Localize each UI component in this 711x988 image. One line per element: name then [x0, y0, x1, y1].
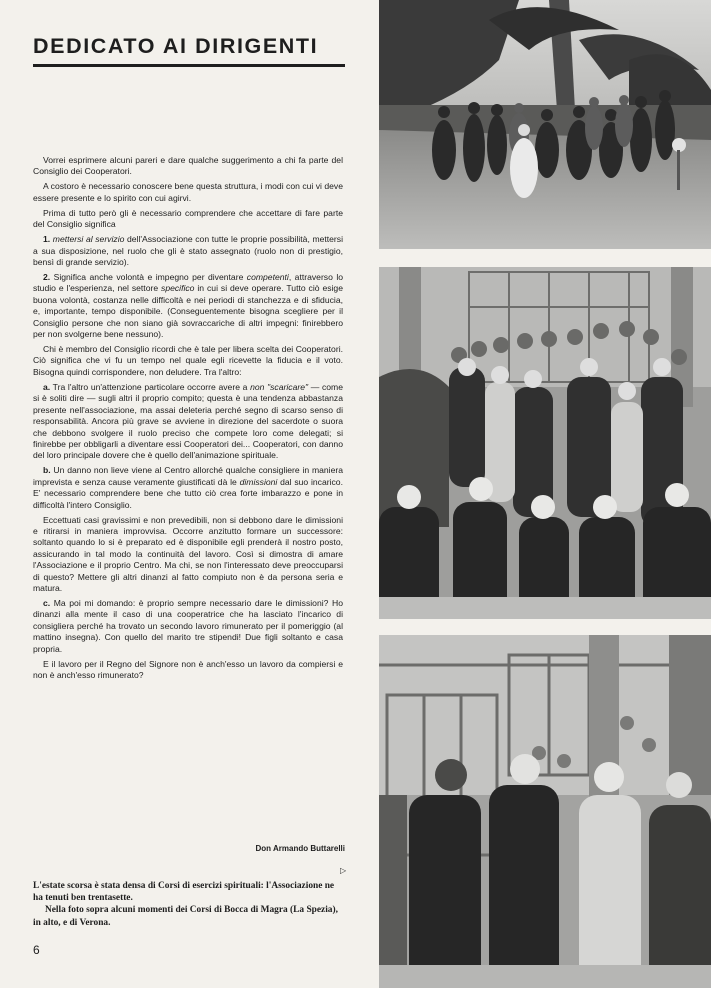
- item-text: Significa anche volontà e impegno per diventare: [50, 272, 247, 283]
- emphasis: mettersi al servizio: [52, 234, 125, 245]
- list-item: [33, 598, 343, 655]
- title-underline: [33, 64, 345, 67]
- group-photo-building: [379, 267, 711, 619]
- article-body: [33, 155, 343, 685]
- paragraph: A costoro è necessario conoscere bene questa struttura, i modi con cui vi deve essere presente e lo spirito con cui agirvi.: [33, 181, 343, 203]
- caption-line: L'estate scorsa è stata densa di Corsi di esercizi spirituali: l'Associazione ne ha tenuti ben trentasette.: [33, 881, 335, 904]
- group-photo-outdoor: [379, 0, 711, 249]
- group-photo-entrance: [379, 635, 711, 988]
- item-text: dal suo incarico. E' necessario comprendere bene che tutto ciò crea forte imbarazzo e pone in difficoltà l'intero Consiglio.: [33, 476, 343, 510]
- paragraph: Vorrei esprimere alcuni pareri e dare qualche suggerimento a chi fa parte del Consiglio dei Cooperatori.: [33, 155, 343, 177]
- emphasis: competenti: [246, 272, 289, 283]
- paragraph: Prima di tutto però gli è necessario comprendere che accettare di fare parte del Consiglio significa: [33, 207, 343, 230]
- item-number: 1.: [43, 234, 51, 245]
- continue-arrow-icon: ▷: [340, 866, 347, 875]
- page-number: 6: [33, 943, 40, 957]
- list-item: [33, 465, 343, 511]
- item-number: 2.: [43, 272, 51, 283]
- page-title: DEDICATO AI DIRIGENTI: [33, 34, 319, 58]
- photo-outdoor-illustration: [379, 0, 711, 249]
- caption-line: Nella foto sopra alcuni momenti dei Corsi di Bocca di Magra (La Spezia), in alto, e di Verona.: [33, 905, 338, 928]
- item-text: Tra l'altro un'attenzione particolare occorre avere a: [50, 381, 251, 392]
- photo-entrance-illustration: [379, 635, 711, 988]
- item-number: b.: [43, 465, 51, 476]
- paragraph: Chi è membro del Consiglio ricordi che è tale per libera scelta dei Cooperatori. Ciò significa che vi fu un tempo nel quale egli ricevette la fiducia e il voto. Bisogna quindi corrispondere, non deludere. Tra l'altro:: [33, 344, 343, 377]
- item-text: Un danno non lieve viene al Centro allorché qualche consigliere in maniera imprevista e senza cause veramente giustificati dà le: [33, 465, 343, 487]
- photo-caption: [33, 880, 345, 929]
- list-item: [33, 234, 343, 268]
- item-number: a.: [43, 381, 51, 392]
- list-item: [33, 272, 343, 340]
- photo-building-illustration: [379, 267, 711, 619]
- paragraph: Eccettuati casi gravissimi e non prevedibili, non si debbono dare le dimissioni e ritirarsi in maniera improvvisa. Occorre anzitutto formare un successore: soltanto quando lo si è preparato ed è disponibile egli prenderà il nostro posto, assicurando in tal modo la continuità del lavoro. Così si dimostra di amare l'Associazione e il proprio Centro. Ma chi, se non l'interessato deve preoccuparsi di questo? Mettere gli altri dinanzi al fatto compiuto non è da persona seria e matura.: [33, 514, 343, 593]
- item-text: Ma poi mi domando: è proprio sempre necessario dare le dimissioni? Ho dinanzi alla mente il caso di una cooperatrice che ha lasciato l'incarico di consigliera perché ha trovato un secondo lavoro rimunerato per il pomeriggio (al mattino insegna). Con quello del marito tre stipendi! Due figli soltanto e casa propria.: [33, 597, 343, 654]
- emphasis: specifico: [161, 283, 195, 294]
- item-text: in cui si deve operare. Tutto ciò esige buona volontà, costanza nelle difficoltà e nei periodi di stanchezza e di sfiducia, e, importante, tempo disponibile. (Conseguentemente bisogna scegliere per il Consiglio persone che non siano già sovraccariche di altri impegni: finirebbero per non svolgerne bene nessuno).: [33, 283, 343, 340]
- paragraph: E il lavoro per il Regno del Signore non è anch'esso un lavoro da compiersi e non è anch'esso rimunerato?: [33, 658, 343, 680]
- list-item: [33, 382, 343, 462]
- emphasis: dimissioni: [239, 476, 278, 487]
- item-number: c.: [43, 597, 51, 608]
- item-text: dell'Associazione con tutte le proprie possibilità, mettersi a sua disposizione, nel ruolo che gli è stato assegnato (ruolo non di prestigio, bensì di grande servizio).: [33, 234, 344, 268]
- item-text: , attraverso lo studio e l'esperienza, nel settore: [33, 272, 344, 294]
- item-text: — come si è soliti dire — sugli altri il proprio compito; questa è una tendenza abbastanza presente nell'associazione, ma assai deleteria perché segno di scarso senso di responsabilità. Ancora più grave se avviene in direzione del sacerdote o suora che debbono svolgere il ruolo preciso che compete loro come delegati; si finirebbe per obbligarli a diventare essi Cooperatori dei... Cooperatori, con danno del loro principale dovere che è quello dell'animazione spirituale.: [33, 381, 343, 461]
- emphasis: non "scaricare": [250, 381, 309, 392]
- author-signature: Don Armando Buttarelli: [255, 844, 345, 853]
